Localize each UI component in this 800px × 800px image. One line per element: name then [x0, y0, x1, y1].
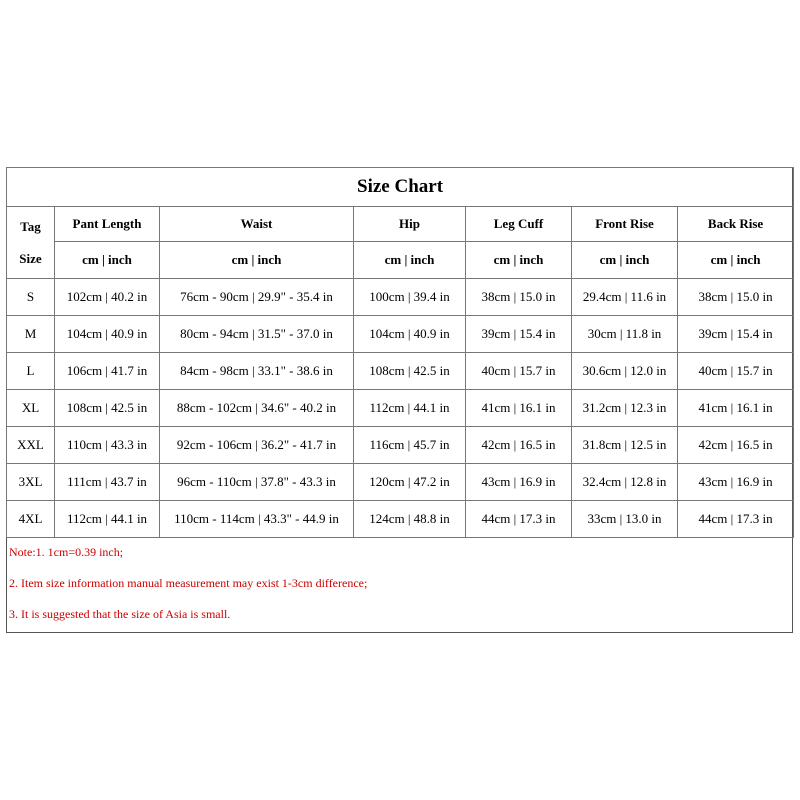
measurement-cell: 112cm | 44.1 in — [55, 501, 160, 538]
measurement-cell: 80cm - 94cm | 31.5" - 37.0 in — [160, 316, 354, 353]
measurement-cell: 96cm - 110cm | 37.8" - 43.3 in — [160, 464, 354, 501]
measurement-cell: 31.8cm | 12.5 in — [572, 427, 678, 464]
table-row — [7, 353, 794, 390]
tag-size-header — [7, 207, 55, 279]
measurement-cell: 43cm | 16.9 in — [466, 464, 572, 501]
measurement-cell: 104cm | 40.9 in — [55, 316, 160, 353]
unit-label: cm | inch — [466, 242, 572, 279]
unit-label: cm | inch — [678, 242, 794, 279]
measurement-cell: 120cm | 47.2 in — [354, 464, 466, 501]
table-row — [7, 316, 794, 353]
measurement-cell: 92cm - 106cm | 36.2" - 41.7 in — [160, 427, 354, 464]
unit-label: cm | inch — [160, 242, 354, 279]
chart-title: Size Chart — [7, 168, 794, 207]
column-header-waist: Waist — [160, 207, 354, 242]
measurement-cell: 44cm | 17.3 in — [466, 501, 572, 538]
size-chart-table — [6, 167, 794, 538]
measurement-cell: 38cm | 15.0 in — [466, 279, 572, 316]
table-row — [7, 501, 794, 538]
measurement-cell: 112cm | 44.1 in — [354, 390, 466, 427]
size-label: XL — [7, 390, 55, 427]
note-line-2: 2. Item size information manual measurement may exist 1-3cm difference; — [9, 576, 368, 590]
table-row — [7, 279, 794, 316]
size-label: XXL — [7, 427, 55, 464]
measurement-cell: 30cm | 11.8 in — [572, 316, 678, 353]
measurement-cell: 106cm | 41.7 in — [55, 353, 160, 390]
measurement-cell: 40cm | 15.7 in — [466, 353, 572, 390]
measurement-cell: 102cm | 40.2 in — [55, 279, 160, 316]
measurement-cell: 111cm | 43.7 in — [55, 464, 160, 501]
measurement-cell: 110cm | 43.3 in — [55, 427, 160, 464]
column-header-back-rise: Back Rise — [678, 207, 794, 242]
measurement-cell: 38cm | 15.0 in — [678, 279, 794, 316]
measurement-cell: 116cm | 45.7 in — [354, 427, 466, 464]
measurement-cell: 110cm - 114cm | 43.3" - 44.9 in — [160, 501, 354, 538]
column-header-hip: Hip — [354, 207, 466, 242]
measurement-cell: 76cm - 90cm | 29.9" - 35.4 in — [160, 279, 354, 316]
table-row — [7, 390, 794, 427]
measurement-cell: 29.4cm | 11.6 in — [572, 279, 678, 316]
table-row — [7, 464, 794, 501]
note-line-3: 3. It is suggested that the size of Asia is small. — [9, 607, 231, 621]
table-row — [7, 427, 794, 464]
measurement-cell: 30.6cm | 12.0 in — [572, 353, 678, 390]
size-label: 4XL — [7, 501, 55, 538]
measurement-cell: 39cm | 15.4 in — [466, 316, 572, 353]
size-rows — [7, 279, 794, 538]
measurement-cell: 41cm | 16.1 in — [466, 390, 572, 427]
measurement-cell: 42cm | 16.5 in — [678, 427, 794, 464]
column-header-front-rise: Front Rise — [572, 207, 678, 242]
measurement-cell: 124cm | 48.8 in — [354, 501, 466, 538]
measurement-cell: 31.2cm | 12.3 in — [572, 390, 678, 427]
measurement-cell: 39cm | 15.4 in — [678, 316, 794, 353]
measurement-cell: 108cm | 42.5 in — [354, 353, 466, 390]
note-line-1: Note:1. 1cm=0.39 inch; — [9, 545, 124, 559]
measurement-cell: 41cm | 16.1 in — [678, 390, 794, 427]
tag-header-line2: Size — [19, 250, 42, 266]
measurement-cell: 44cm | 17.3 in — [678, 501, 794, 538]
unit-label: cm | inch — [55, 242, 160, 279]
measurement-cell: 84cm - 98cm | 33.1" - 38.6 in — [160, 353, 354, 390]
measurement-cell: 43cm | 16.9 in — [678, 464, 794, 501]
measurement-cell: 33cm | 13.0 in — [572, 501, 678, 538]
size-label: L — [7, 353, 55, 390]
tag-header-line1: Tag — [20, 218, 41, 234]
measurement-cell: 40cm | 15.7 in — [678, 353, 794, 390]
column-header-pant-length: Pant Length — [55, 207, 160, 242]
unit-label: cm | inch — [572, 242, 678, 279]
measurement-cell: 42cm | 16.5 in — [466, 427, 572, 464]
column-header-leg-cuff: Leg Cuff — [466, 207, 572, 242]
size-label: M — [7, 316, 55, 353]
measurement-cell: 100cm | 39.4 in — [354, 279, 466, 316]
size-label: 3XL — [7, 464, 55, 501]
size-label: S — [7, 279, 55, 316]
measurement-cell: 88cm - 102cm | 34.6" - 40.2 in — [160, 390, 354, 427]
measurement-cell: 104cm | 40.9 in — [354, 316, 466, 353]
measurement-cell: 32.4cm | 12.8 in — [572, 464, 678, 501]
unit-label: cm | inch — [354, 242, 466, 279]
measurement-cell: 108cm | 42.5 in — [55, 390, 160, 427]
